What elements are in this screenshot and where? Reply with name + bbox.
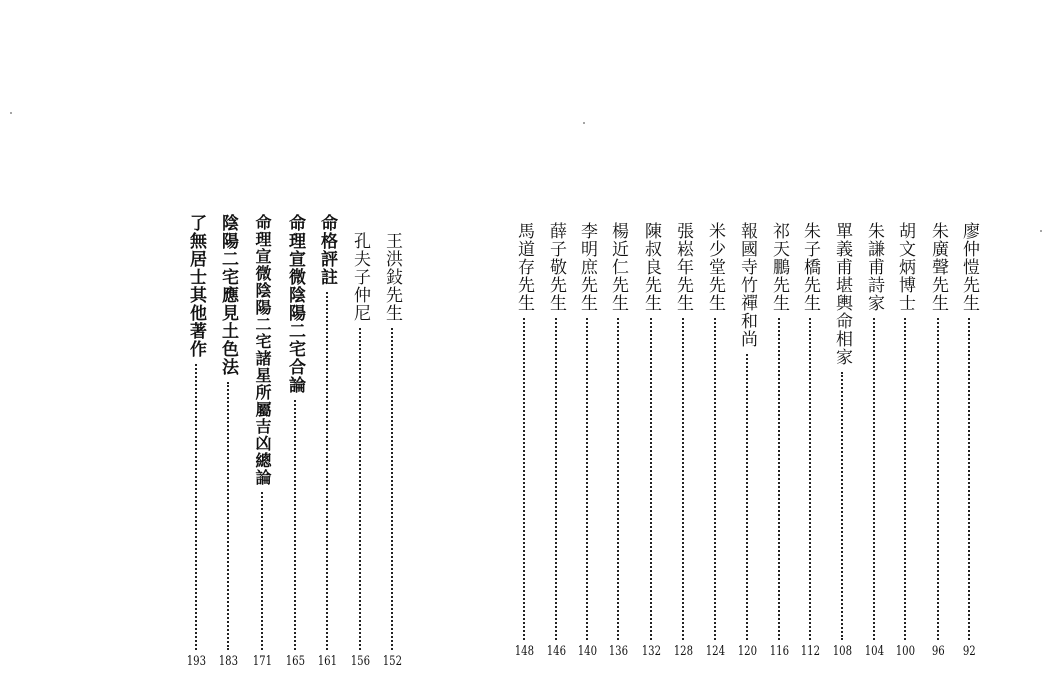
toc-entry-title: 了無居士其他著作 xyxy=(186,214,206,358)
dot-leader xyxy=(195,364,197,650)
toc-entry-title: 陳叔良先生 xyxy=(641,222,661,312)
toc-page-number: 108 xyxy=(832,644,852,659)
toc-entry xyxy=(380,232,404,670)
toc-entry-title: 王洪鈙先生 xyxy=(382,232,402,322)
toc-entry xyxy=(926,222,950,660)
toc-entry xyxy=(283,214,307,670)
dot-leader xyxy=(904,318,906,640)
toc-page-number: 193 xyxy=(186,654,206,669)
toc-entry-title: 命格評註 xyxy=(317,214,337,286)
toc-entry xyxy=(216,214,240,670)
toc-entry xyxy=(544,222,568,660)
dot-leader xyxy=(714,318,716,640)
toc-entry-title: 命理宣微陰陽二宅合論 xyxy=(285,214,305,394)
toc-page-number: 120 xyxy=(737,644,757,659)
toc-page-number: 165 xyxy=(285,654,305,669)
dot-leader xyxy=(682,318,684,640)
toc-entry xyxy=(575,222,599,660)
toc-page-number: 96 xyxy=(931,644,945,659)
toc-page-number: 132 xyxy=(641,644,661,659)
toc-entry-title: 馬道存先生 xyxy=(514,222,534,312)
toc-page-number: 140 xyxy=(577,644,597,659)
toc-page-number: 148 xyxy=(514,644,534,659)
toc-page-number: 124 xyxy=(705,644,725,659)
toc-page-number: 171 xyxy=(252,654,272,669)
toc-page-number: 152 xyxy=(382,654,402,669)
toc-entry xyxy=(703,222,727,660)
dot-leader xyxy=(937,318,939,640)
toc-entry xyxy=(830,222,854,660)
toc-page-number: 100 xyxy=(895,644,915,659)
toc-entry xyxy=(250,214,274,670)
toc-entry-title: 孔夫子仲尼 xyxy=(350,232,370,322)
toc-entry xyxy=(862,222,886,660)
toc-entry xyxy=(315,214,339,670)
toc-entry-title: 報國寺竹禪和尚 xyxy=(737,222,757,348)
toc-entry-title: 祁天鵬先生 xyxy=(769,222,789,312)
toc-entry-title: 米少堂先生 xyxy=(705,222,725,312)
toc-entry xyxy=(671,222,695,660)
toc-entry xyxy=(767,222,791,660)
toc-entry-title: 楊近仁先生 xyxy=(608,222,628,312)
toc-entry xyxy=(893,222,917,660)
dot-leader xyxy=(326,292,328,650)
toc-entry xyxy=(639,222,663,660)
dot-leader xyxy=(294,400,296,650)
toc-page-number: 156 xyxy=(350,654,370,669)
scan-speck xyxy=(10,112,12,114)
dot-leader xyxy=(261,492,263,650)
dot-leader xyxy=(841,372,843,640)
toc-page-number: 116 xyxy=(769,644,789,659)
toc-page-number: 136 xyxy=(608,644,628,659)
toc-page-number: 161 xyxy=(317,654,337,669)
toc-entry-title: 胡文炳博士 xyxy=(895,222,915,312)
toc-entry-title: 單義甫堪輿命相家 xyxy=(832,222,852,366)
scan-speck xyxy=(1040,230,1042,232)
toc-entry xyxy=(184,214,208,670)
toc-page-number: 128 xyxy=(673,644,693,659)
toc-entry-title: 命理宣微陰陽二宅諸星所屬吉凶總論 xyxy=(253,214,272,486)
toc-entry xyxy=(798,222,822,660)
toc-page-number: 183 xyxy=(218,654,238,669)
toc-entry-title: 李明庶先生 xyxy=(577,222,597,312)
dot-leader xyxy=(746,354,748,640)
toc-entry-title: 廖仲愷先生 xyxy=(959,222,979,312)
toc-page-number: 92 xyxy=(962,644,976,659)
dot-leader xyxy=(809,318,811,640)
toc-page-number: 112 xyxy=(800,644,820,659)
dot-leader xyxy=(968,318,970,640)
toc-entry-title: 朱謙甫詩家 xyxy=(864,222,884,312)
toc-entry-title: 張崧年先生 xyxy=(673,222,693,312)
toc-entry xyxy=(735,222,759,660)
dot-leader xyxy=(523,318,525,640)
toc-entry xyxy=(348,232,372,670)
toc-entry xyxy=(957,222,981,660)
toc-entry xyxy=(512,222,536,660)
dot-leader xyxy=(873,318,875,640)
toc-page-number: 146 xyxy=(546,644,566,659)
dot-leader xyxy=(227,382,229,650)
dot-leader xyxy=(650,318,652,640)
dot-leader xyxy=(359,328,361,650)
dot-leader xyxy=(778,318,780,640)
toc-entry-title: 朱廣聲先生 xyxy=(928,222,948,312)
toc-entry xyxy=(606,222,630,660)
toc-entry-title: 薛子敬先生 xyxy=(546,222,566,312)
dot-leader xyxy=(391,328,393,650)
toc-entry-title: 朱子橋先生 xyxy=(800,222,820,312)
toc-entry-title: 陰陽二宅應見土色法 xyxy=(218,214,238,376)
toc-page-number: 104 xyxy=(864,644,884,659)
dot-leader xyxy=(586,318,588,640)
scan-speck xyxy=(583,122,585,124)
dot-leader xyxy=(555,318,557,640)
dot-leader xyxy=(617,318,619,640)
